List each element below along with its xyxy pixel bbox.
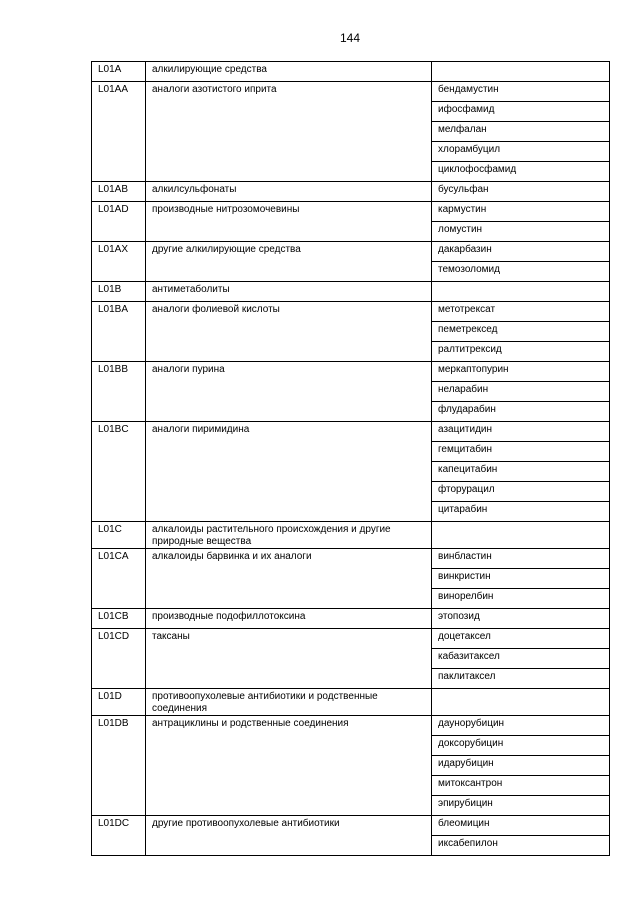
atc-group-name-cell: аналоги пурина bbox=[146, 362, 432, 422]
drug-name-cell: доксорубицин bbox=[432, 736, 610, 756]
drug-name-cell: неларабин bbox=[432, 382, 610, 402]
atc-code-cell: L01AB bbox=[92, 182, 146, 202]
table-row bbox=[92, 302, 610, 322]
atc-code-cell: L01DC bbox=[92, 816, 146, 856]
drug-name-cell: фторурацил bbox=[432, 482, 610, 502]
table-row bbox=[92, 362, 610, 382]
atc-code-cell: L01AA bbox=[92, 82, 146, 182]
table-row bbox=[92, 282, 610, 302]
page-number: 144 bbox=[339, 31, 361, 45]
atc-group-name-cell: другие противоопухолевые антибиотики bbox=[146, 816, 432, 856]
atc-group-name-cell: антиметаболиты bbox=[146, 282, 432, 302]
drug-name-cell: азацитидин bbox=[432, 422, 610, 442]
drug-name-cell: доцетаксел bbox=[432, 629, 610, 649]
drug-name-cell: кармустин bbox=[432, 202, 610, 222]
drug-name-cell: флударабин bbox=[432, 402, 610, 422]
drug-name-cell: ралтитрексид bbox=[432, 342, 610, 362]
drug-name-cell: дакарбазин bbox=[432, 242, 610, 262]
drug-name-cell bbox=[432, 522, 610, 549]
atc-code-cell: L01DB bbox=[92, 716, 146, 816]
atc-code-cell: L01AD bbox=[92, 202, 146, 242]
table-row bbox=[92, 422, 610, 442]
drug-name-cell: цитарабин bbox=[432, 502, 610, 522]
atc-code-cell: L01CA bbox=[92, 549, 146, 609]
drug-name-cell: циклофосфамид bbox=[432, 162, 610, 182]
drug-name-cell: меркаптопурин bbox=[432, 362, 610, 382]
table-row bbox=[92, 816, 610, 836]
atc-group-name-cell: алкилсульфонаты bbox=[146, 182, 432, 202]
drug-name-cell: митоксантрон bbox=[432, 776, 610, 796]
drug-name-cell: винбластин bbox=[432, 549, 610, 569]
drug-name-cell: винорелбин bbox=[432, 589, 610, 609]
table-row bbox=[92, 716, 610, 736]
drug-name-cell: кабазитаксел bbox=[432, 649, 610, 669]
atc-group-name-cell: таксаны bbox=[146, 629, 432, 689]
table-row bbox=[92, 242, 610, 262]
atc-code-cell: L01BB bbox=[92, 362, 146, 422]
table-row bbox=[92, 689, 610, 716]
drug-name-cell: даунорубицин bbox=[432, 716, 610, 736]
drug-name-cell: иксабепилон bbox=[432, 836, 610, 856]
drug-name-cell: ломустин bbox=[432, 222, 610, 242]
atc-code-cell: L01CD bbox=[92, 629, 146, 689]
atc-group-name-cell: алкилирующие средства bbox=[146, 62, 432, 82]
atc-code-cell: L01AX bbox=[92, 242, 146, 282]
atc-group-name-cell: аналоги фолиевой кислоты bbox=[146, 302, 432, 362]
atc-group-name-cell: производные нитрозомочевины bbox=[146, 202, 432, 242]
atc-code-cell: L01BA bbox=[92, 302, 146, 362]
drug-name-cell: бендамустин bbox=[432, 82, 610, 102]
atc-group-name-cell: алкалоиды барвинка и их аналоги bbox=[146, 549, 432, 609]
atc-code-cell: L01B bbox=[92, 282, 146, 302]
drug-name-cell: бусульфан bbox=[432, 182, 610, 202]
drug-name-cell: эпирубицин bbox=[432, 796, 610, 816]
atc-code-cell: L01BC bbox=[92, 422, 146, 522]
drug-name-cell: винкристин bbox=[432, 569, 610, 589]
atc-code-cell: L01D bbox=[92, 689, 146, 716]
drug-name-cell: гемцитабин bbox=[432, 442, 610, 462]
atc-code-cell: L01C bbox=[92, 522, 146, 549]
drug-name-cell: пеметрексед bbox=[432, 322, 610, 342]
drug-name-cell bbox=[432, 282, 610, 302]
drug-name-cell: мелфалан bbox=[432, 122, 610, 142]
drug-name-cell: паклитаксел bbox=[432, 669, 610, 689]
atc-code-cell: L01CB bbox=[92, 609, 146, 629]
atc-group-name-cell: производные подофиллотоксина bbox=[146, 609, 432, 629]
table-row bbox=[92, 549, 610, 569]
drug-name-cell bbox=[432, 62, 610, 82]
drug-name-cell: капецитабин bbox=[432, 462, 610, 482]
atc-group-name-cell: антрациклины и родственные соединения bbox=[146, 716, 432, 816]
drug-name-cell: хлорамбуцил bbox=[432, 142, 610, 162]
table-row bbox=[92, 609, 610, 629]
drug-name-cell: метотрексат bbox=[432, 302, 610, 322]
atc-group-name-cell: аналоги азотистого иприта bbox=[146, 82, 432, 182]
atc-group-name-cell: противоопухолевые антибиотики и родственные соединения bbox=[146, 689, 432, 716]
drug-name-cell: этопозид bbox=[432, 609, 610, 629]
drug-name-cell: темозоломид bbox=[432, 262, 610, 282]
atc-group-name-cell: другие алкилирующие средства bbox=[146, 242, 432, 282]
atc-group-name-cell: аналоги пиримидина bbox=[146, 422, 432, 522]
drug-name-cell: ифосфамид bbox=[432, 102, 610, 122]
table-row bbox=[92, 82, 610, 102]
drug-name-cell: блеомицин bbox=[432, 816, 610, 836]
drug-name-cell: идарубицин bbox=[432, 756, 610, 776]
table-row bbox=[92, 202, 610, 222]
table-row bbox=[92, 522, 610, 549]
atc-group-name-cell: алкалоиды растительного происхождения и другие природные вещества bbox=[146, 522, 432, 549]
table-row bbox=[92, 182, 610, 202]
drug-name-cell bbox=[432, 689, 610, 716]
table-row bbox=[92, 62, 610, 82]
atc-code-cell: L01A bbox=[92, 62, 146, 82]
table-row bbox=[92, 629, 610, 649]
atc-drug-table bbox=[91, 61, 610, 856]
